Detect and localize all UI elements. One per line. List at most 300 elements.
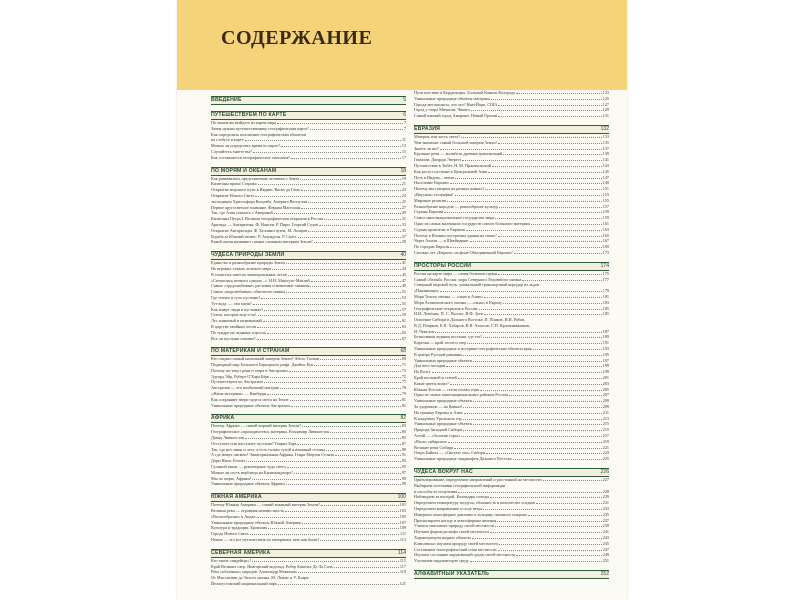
dot-leader — [253, 149, 401, 153]
entry-title: Моря Атлантического океана — «окно» в Европу — [414, 299, 503, 305]
toc-section-heading[interactable] — [414, 125, 609, 134]
entry-page-number: 215 — [602, 427, 609, 433]
entry-page-number: 21 — [401, 181, 406, 187]
entry-title: Почему Южная Америка — самый влажный материк Земли? — [211, 502, 320, 508]
dot-leader — [257, 514, 399, 518]
toc-section-heading[interactable] — [211, 96, 406, 105]
entry-title: Почему Африка — самый жаркий материк Земли? — [211, 423, 301, 429]
toc-entry[interactable] — [414, 250, 609, 256]
entry-title: Культура и традиции. Бразилия — [211, 525, 267, 531]
toc-section-heading[interactable] — [211, 347, 406, 356]
entry-page-number: 205 — [602, 386, 609, 392]
dot-leader — [479, 306, 601, 310]
dot-leader — [463, 352, 602, 356]
entry-title: «Воскообразно» в Андах — [211, 513, 256, 519]
dot-leader — [286, 481, 401, 485]
toc-section-heading[interactable] — [211, 111, 406, 120]
section-title: ПУТЕШЕСТВУЕМ ПО КАРТЕ — [211, 112, 287, 118]
entry-title: на глобусе и карте — [211, 137, 244, 143]
entry-title: Случайтесь знаете вы? — [211, 148, 252, 154]
entry-page-number: 181 — [602, 293, 609, 299]
dot-leader — [499, 204, 601, 208]
entry-title: Как растут пустыни в Центральной Азии — [414, 168, 488, 174]
dot-leader — [497, 518, 601, 522]
dot-leader — [288, 272, 401, 276]
dot-leader — [264, 379, 401, 383]
entry-title: Как определить положение географических объектов — [211, 131, 307, 137]
entry-title: Крупные реки — колыбель древних цивилизаций — [414, 151, 503, 157]
entry-page-number: 45 — [401, 271, 406, 277]
entry-page-number: 101 — [399, 502, 406, 508]
entry-title: Уникальные природные объекты материка — [414, 95, 490, 101]
dot-leader — [490, 494, 601, 498]
entry-title: В центре Русской равнины — [414, 351, 462, 357]
entry-page-number: 99 — [401, 481, 406, 487]
entry-page-number: 185 — [602, 311, 609, 317]
dot-leader — [498, 271, 601, 275]
dot-leader — [301, 205, 401, 209]
entry-title: За здоровьем — на Кавказ! — [414, 404, 463, 410]
section-title: АЛФАВИТНЫЙ УКАЗАТЕЛЬ — [414, 570, 490, 577]
section-title: ПО МАТЕРИКАМ И СТРАНАМ — [211, 348, 290, 355]
entry-page-number: 209 — [602, 404, 609, 410]
entry-title: Все ли пустыни похожи? — [211, 335, 256, 341]
dot-leader — [252, 476, 401, 480]
dot-leader — [461, 134, 602, 138]
dot-leader — [264, 307, 401, 311]
dot-leader — [440, 288, 602, 292]
dot-leader — [267, 330, 401, 334]
section-title: ПО МОРЯМ И ОКЕАНАМ — [211, 167, 277, 174]
entry-page-number: 97 — [401, 469, 406, 475]
entry-page-number: 241 — [602, 529, 609, 535]
dot-leader — [286, 289, 401, 293]
toc-section-heading[interactable] — [414, 570, 609, 579]
entry-title: Население Евразии — [414, 180, 449, 186]
entry-title: От Миссисипи до Тихого океана. М. Льюис и У. Кларк. — [211, 575, 310, 581]
entry-title: Почему мы говорим на разных языках? — [414, 186, 485, 192]
entry-title: В тенистых завесах экваториальных лесов — [211, 271, 287, 277]
entry-page-number: 193 — [602, 346, 609, 352]
entry-page-number: 11 — [401, 137, 406, 143]
section-title: СЕВЕРНАЯ АМЕРИКА — [211, 549, 271, 556]
entry-title: «Спешилась вечного санума...». Н.Н. Миклухо-Маклай — [211, 277, 310, 283]
dot-leader — [246, 458, 400, 462]
toc-section-heading[interactable] — [414, 468, 609, 477]
dot-leader — [483, 334, 602, 338]
dot-leader — [522, 277, 601, 281]
dot-leader — [463, 404, 601, 408]
entry-title: Знаете ли вы? — [414, 145, 439, 151]
entry-title: экспедиции Христофора Колумба. Америго Веспуччи — [211, 198, 308, 204]
entry-page-number: 133 — [602, 133, 609, 139]
dot-leader — [463, 416, 602, 420]
entry-title: Великая река — огромная неизвестность — [211, 508, 285, 514]
dot-leader — [257, 324, 401, 328]
section-page-number: 132 — [600, 125, 609, 132]
dot-leader — [280, 385, 401, 389]
toc-entry[interactable] — [211, 481, 406, 487]
entry-title: Борьба за Южный полюс. Р. Амундсен. Р. Скотт — [211, 233, 297, 239]
entry-title: На границе Европы и Азии — [414, 409, 463, 415]
dot-leader — [301, 187, 401, 191]
entry-page-number: 251 — [602, 558, 609, 564]
toc-right-column — [414, 90, 609, 579]
entry-title: Так, где Азия сошлась с Америкой — [211, 210, 273, 216]
dot-leader — [503, 151, 601, 155]
entry-page-number: 89 — [401, 446, 406, 452]
entry-page-number: 195 — [602, 351, 609, 357]
entry-title: Открытие морского пути в Индию. Васко да Гама — [211, 187, 300, 193]
entry-title: Алтай — «Золотые горы» — [414, 433, 460, 439]
toc-entry[interactable] — [211, 537, 406, 543]
entry-title: Открытие Антарктиды. Ф. Беллинсгаузен, М. Лазарев — [211, 227, 308, 233]
section-page-number: 114 — [398, 549, 406, 556]
entry-title: Давид Ливингстон — [211, 435, 245, 441]
entry-title: Пути шествие в Кордильеры. Большой Каньон Колорадо — [414, 90, 516, 95]
entry-title: Мировые религии — [414, 197, 447, 203]
entry-title: Так, где нет зимы и лета, а есть только сухой и влажный сезоны — [211, 446, 325, 452]
entry-title: Тут вода, — там мили! — [211, 300, 252, 306]
dot-leader — [488, 169, 601, 173]
dot-leader — [498, 233, 602, 237]
entry-page-number: 107 — [399, 519, 406, 525]
entry-title: Почему в Японии построены здания на сваях? — [414, 232, 497, 238]
toc-entry[interactable] — [414, 113, 609, 119]
dot-leader — [258, 312, 401, 316]
entry-title: Ориентирование, определение направлений и расстояний на местности — [414, 477, 542, 483]
dot-leader — [466, 227, 602, 231]
entry-page-number: 81 — [401, 402, 406, 408]
dot-leader — [335, 452, 400, 456]
entry-title: Уникальные природные и историко-географические объекты края — [414, 346, 532, 352]
toc-section-heading[interactable] — [211, 414, 406, 423]
book-page — [177, 0, 627, 600]
entry-title: Капитаны прямо Старика — [211, 181, 257, 187]
entry-page-number: 123 — [602, 90, 609, 95]
entry-page-number: 145 — [602, 168, 609, 174]
entry-page-number: 93 — [401, 458, 406, 464]
dot-leader — [467, 340, 601, 344]
header-band — [177, 0, 627, 90]
entry-page-number: 137 — [602, 145, 609, 151]
entry-title: Уникальные природные объекты Африки — [211, 481, 285, 487]
toc-entry[interactable] — [211, 336, 406, 342]
entry-title: Лес знакомый и незнакомый — [211, 318, 262, 324]
entry-title: Кто такие «индейцы»? — [211, 557, 252, 563]
entry-page-number: 39 — [401, 239, 406, 245]
toc-entry[interactable] — [211, 239, 406, 245]
section-page-number: 6 — [403, 112, 406, 118]
dot-leader — [310, 283, 400, 287]
entry-page-number: 247 — [602, 546, 609, 552]
entry-page-number: 199 — [602, 369, 609, 375]
entry-page-number: 175 — [602, 270, 609, 276]
entry-page-number: 235 — [602, 511, 609, 517]
entry-title: Путь в Индию... земли — [414, 174, 455, 180]
entry-title: В кладовых Уральских гор — [414, 415, 462, 421]
entry-page-number: 149 — [602, 180, 609, 186]
entry-title: Уникальные природные объекты — [414, 398, 473, 404]
toc-entry[interactable] — [414, 558, 609, 564]
dot-leader — [509, 392, 602, 396]
entry-title: Карелия — край лесов и озер — [414, 340, 467, 346]
dot-leader — [463, 427, 602, 431]
entry-title: Эдуард Эйр, Роберт О'Хара Бёрк — [211, 373, 270, 379]
toc-entry[interactable] — [211, 581, 406, 587]
entry-title: Изучаем формы рельефа своей местности — [414, 529, 489, 535]
entry-page-number: 19 — [401, 175, 406, 181]
entry-page-number: 7 — [403, 120, 406, 125]
entry-title: Единство и разнообразие природы Земли — [211, 260, 285, 266]
dot-leader — [484, 311, 602, 315]
entry-page-number: 99 — [401, 475, 406, 481]
entry-page-number: 95 — [401, 464, 406, 470]
entry-page-number: 135 — [602, 139, 609, 145]
entry-title: Где теплее и сухо пустыни? — [211, 294, 261, 300]
entry-page-number: 125 — [602, 95, 609, 101]
section-page-number: 100 — [397, 494, 406, 501]
dot-leader — [458, 375, 602, 379]
dot-leader — [461, 433, 602, 437]
entry-title: Через Альпы — в Швейцарию — [414, 238, 469, 244]
dot-leader — [486, 450, 602, 454]
entry-page-number: 33 — [401, 221, 406, 227]
entry-page-number: 43 — [401, 265, 406, 271]
dot-leader — [320, 356, 401, 360]
entry-title: «Папанинцы» — [414, 288, 439, 294]
entry-page-number: 119 — [399, 569, 406, 575]
entry-title: Капитаны Петра I. Великая географическая открытия в России — [211, 216, 324, 222]
entry-title: Уникальные природные ландшафты Дальнего Востока — [414, 456, 512, 462]
dot-leader — [498, 102, 601, 106]
entry-title: Составляем топографический план местности — [414, 546, 497, 552]
entry-page-number: 71 — [401, 362, 406, 368]
dot-leader — [513, 456, 602, 460]
toc-section-heading[interactable] — [211, 549, 406, 558]
entry-title: Южная Россия — степи только горы — [414, 386, 480, 392]
entry-title: Река «облачных» народов. Александр Маккензи — [211, 569, 297, 575]
entry-title: Уникальные природные объекты Южной Америки — [211, 519, 302, 525]
entry-title: Для чего посадки — [414, 363, 446, 369]
entry-title: По тундре на ледяных торосах — [211, 329, 266, 335]
entry-title: Наблюдаем за погодой. Календарь погоды — [414, 494, 490, 500]
entry-title: Изучаем состояние окружающей среды своей местности — [414, 552, 516, 558]
dot-leader — [455, 192, 602, 196]
entry-page-number: 111 — [400, 531, 406, 537]
dot-leader — [448, 439, 602, 443]
entry-page-number: 191 — [602, 340, 609, 346]
entry-title: Дары Нила. Египет — [211, 458, 246, 464]
entry-page-number: 228 — [602, 488, 609, 494]
entry-page-number: 221 — [602, 444, 609, 450]
entry-page-number: 57 — [401, 306, 406, 312]
entry-page-number: 159 — [602, 215, 609, 221]
dot-leader — [334, 564, 399, 568]
entry-title: Улучшаем окружающую среду — [414, 558, 469, 564]
page-title: СОДЕРЖАНИЕ — [221, 27, 373, 49]
entry-page-number: 213 — [602, 415, 609, 421]
entry-page-number: 153 — [602, 191, 609, 197]
entry-page-number: 65 — [401, 329, 406, 335]
dot-leader — [484, 294, 602, 298]
entry-title: Города-мегаполисы, что это? Нью-Йорк. США — [414, 101, 498, 107]
entry-page-number: 25 — [401, 198, 406, 204]
toc-entry[interactable] — [414, 456, 609, 462]
dot-leader — [253, 301, 401, 305]
entry-page-number: 217 — [602, 433, 609, 439]
entry-title: Город у озера Мичиган. Чикаго — [414, 107, 470, 113]
entry-title: Уникальные природные объекты — [414, 421, 473, 427]
dot-leader — [314, 362, 400, 366]
entry-page-number: 67 — [401, 335, 406, 341]
entry-page-number: 59 — [401, 312, 406, 318]
entry-page-number: 187 — [602, 328, 609, 334]
section-title: ВВЕДЕНИЕ — [211, 97, 242, 103]
entry-title: Самые «водолюбивые» обитатели саванн — [211, 289, 285, 295]
entry-title: Географическое «проходимство» материка. Владимир Ливингстон — [211, 429, 330, 435]
dot-leader — [499, 541, 602, 545]
entry-title: Отступает или наступает пустыня? Генрих Барт — [211, 440, 297, 446]
dot-leader — [255, 193, 401, 197]
entry-page-number: 161 — [602, 220, 609, 226]
entry-page-number: 227 — [602, 477, 609, 483]
section-title: ЧУДЕСА ВОКРУГ НАС — [414, 469, 473, 476]
entry-page-number: 53 — [401, 294, 406, 300]
dot-leader — [471, 107, 602, 111]
entry-title: Как развивались представления человека о Земле — [211, 175, 300, 181]
dot-leader — [291, 403, 401, 407]
dot-leader — [470, 238, 602, 242]
entry-page-number: 223 — [602, 450, 609, 456]
entry-page-number: 83 — [401, 423, 406, 429]
entry-title: Учимся описывать природу своей местности — [414, 523, 495, 529]
dot-leader — [490, 529, 602, 533]
entry-title: Россия на карте мира — самая большая страна — [414, 270, 498, 276]
toc-left-column — [211, 90, 406, 587]
entry-page-number: 249 — [602, 552, 609, 558]
entry-page-number: 91 — [401, 452, 406, 458]
entry-page-number: 31 — [401, 216, 406, 222]
dot-leader — [454, 445, 602, 449]
dot-leader — [300, 176, 401, 180]
entry-title: Как сохраняют звери чудеса света на Земле — [211, 396, 289, 402]
entry-title: и способы ее получения — [414, 488, 458, 494]
entry-title: Моря Тихого океана — «окно в Азию» — [414, 293, 484, 299]
entry-title: Какой океан называют самым сложным материка Земли? — [211, 239, 313, 245]
dot-leader — [270, 374, 400, 378]
entry-title: На Волгу — [414, 369, 431, 375]
entry-page-number: 225 — [602, 456, 609, 462]
entry-title: Самые «трудолюбивые» растения и животные саванны — [211, 283, 310, 289]
dot-leader — [473, 398, 601, 402]
toc-section-heading[interactable] — [211, 493, 406, 502]
entry-page-number: 75 — [401, 373, 406, 379]
entry-page-number: 197 — [602, 357, 609, 363]
section-page-number: 40 — [400, 252, 406, 259]
section-title: ЮЖНАЯ АМЕРИКА — [211, 494, 262, 501]
entry-page-number: 185 — [602, 305, 609, 311]
entry-page-number: 105 — [399, 513, 406, 519]
entry-page-number: 155 — [602, 197, 609, 203]
entry-page-number: 211 — [602, 409, 609, 415]
dot-leader — [308, 199, 401, 203]
section-title: ЧУДЕСА ПРИРОДЫ ЗЕМЛИ — [211, 252, 285, 259]
entry-title: Определяем направление и силу ветра — [414, 506, 483, 511]
dot-leader — [252, 558, 399, 562]
entry-title: Характеризуем водные объекты — [414, 534, 471, 540]
dot-leader — [491, 96, 602, 100]
toc-entry[interactable] — [211, 155, 406, 161]
dot-leader — [450, 381, 602, 385]
dot-leader — [294, 470, 401, 474]
entry-title: Кто открыл самый маленький материк Земли? Абель Тасман — [211, 356, 320, 362]
dot-leader — [435, 329, 602, 333]
dot-leader — [462, 157, 601, 161]
entry-page-number: 207 — [602, 392, 609, 398]
entry-title: Самый южный город Америки. Новый Орлеан — [414, 113, 498, 119]
dot-leader — [498, 547, 602, 551]
entry-page-number: 113 — [399, 537, 406, 543]
entry-title: Безмолвная ледяная пустыня: где это? — [414, 334, 483, 340]
entry-title: Города Нового Света — [211, 531, 249, 537]
entry-title: Открытие Нового Света — [211, 192, 255, 198]
dot-leader — [263, 318, 401, 322]
dot-leader — [267, 391, 400, 395]
entry-title: Австралия — это необычный материк — [211, 385, 279, 391]
entry-page-number: 199 — [602, 363, 609, 369]
entry-title: Край Великих озер. Ниагарский водопад. Робер Кавелье Де Ла Саль — [211, 563, 333, 569]
entry-title: Географические открытия в России. — [414, 305, 479, 311]
toc-entry[interactable] — [211, 403, 406, 409]
dot-leader — [291, 155, 400, 159]
dot-leader — [277, 120, 403, 124]
dot-leader — [278, 581, 399, 585]
dot-leader — [450, 180, 602, 184]
entry-title: Почему же текут реки и озера в Австралии — [211, 367, 288, 373]
entry-title: В царстве хвойных лесов — [211, 323, 257, 329]
entry-title: Какие цветы возят? — [414, 380, 449, 386]
entry-page-number: 41 — [401, 260, 406, 266]
entry-page-number: 115 — [399, 557, 406, 563]
entry-page-number: 37 — [401, 233, 406, 239]
entry-page-number: 167 — [602, 238, 609, 244]
entry-page-number: 163 — [602, 226, 609, 232]
toc-section-heading[interactable] — [211, 251, 406, 260]
entry-title: Материк или часть света? — [414, 133, 461, 139]
entry-title: Сколько лет «Европе» на фоне Объединенной Европы? — [414, 249, 513, 255]
entry-page-number: 73 — [401, 367, 406, 373]
entry-title: «Жили-истерики» — Канберра — [211, 391, 267, 397]
entry-page-number: 151 — [602, 186, 609, 192]
entry-title: Одно из самых маленьких государств самого большого материка — [414, 220, 530, 226]
dot-leader — [297, 441, 400, 445]
entry-title: Зачем нужны путешественнику географическая карта? — [211, 125, 309, 131]
section-page-number: 82 — [400, 415, 406, 422]
entry-page-number: 78 — [401, 385, 406, 391]
entry-title: По городам Европы — [414, 244, 450, 250]
entry-title: Край песчаной и степей — [414, 375, 457, 381]
toc-section-heading[interactable] — [414, 262, 609, 271]
toc-section-heading[interactable] — [211, 167, 406, 176]
entry-page-number: 173 — [602, 249, 609, 255]
entry-page-number: 63 — [401, 323, 406, 329]
entry-page-number: 69 — [401, 356, 406, 362]
dot-leader — [326, 447, 401, 451]
entry-page-number: 79 — [401, 391, 406, 397]
entry-page-number: 165 — [602, 232, 609, 238]
dot-leader — [268, 525, 399, 529]
